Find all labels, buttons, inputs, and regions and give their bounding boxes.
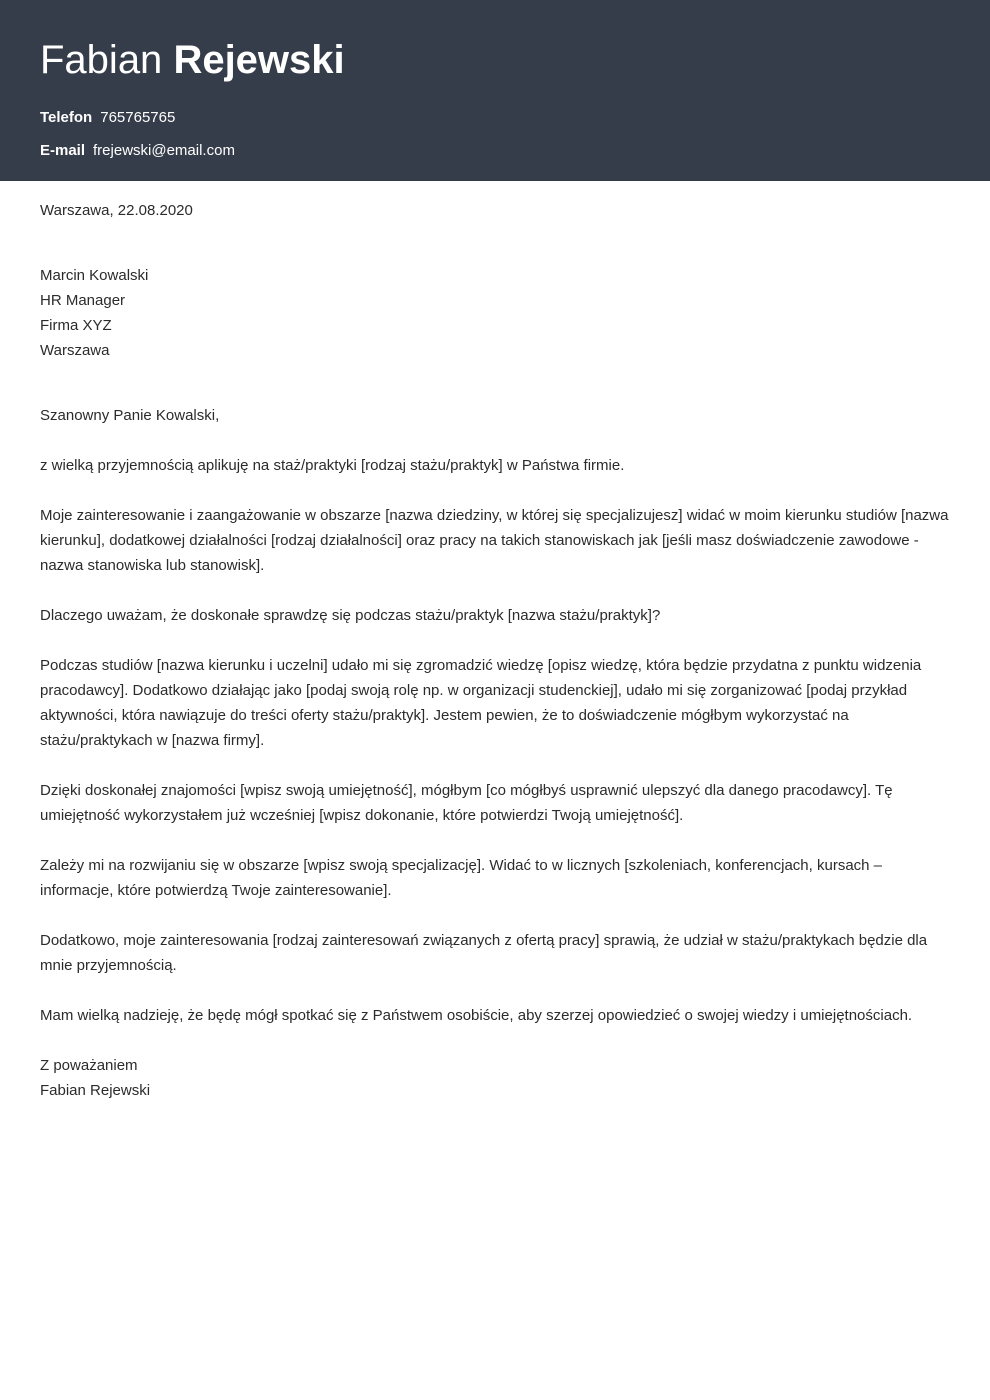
recipient-name: Marcin Kowalski (40, 267, 149, 284)
recipient-block (40, 263, 950, 363)
signature: Fabian Rejewski (40, 1082, 151, 1099)
last-name: Rejewski (173, 38, 345, 82)
applicant-name (40, 36, 950, 84)
email-label: E-mail (40, 142, 86, 159)
closing-phrase: Z poważaniem (40, 1057, 138, 1074)
letter-body (0, 198, 990, 1103)
recipient-city: Warszawa (40, 342, 110, 359)
paragraph: Mam wielką nadzieję, że będę mógł spotkać się z Państwem osobiście, aby szerzej opowiedzieć o swojej wiedzy i umiejętnościach. (40, 1007, 913, 1024)
date-line: Warszawa, 22.08.2020 (40, 202, 193, 219)
paragraph: Zależy mi na rozwijaniu się w obszarze [wpisz swoją specjalizację]. Widać to w licznych [szkoleniach, konferencjach, kursach – informacje, które potwierdzą Twoje zainteresowanie]. (40, 857, 883, 899)
paragraph: Podczas studiów [nazwa kierunku i uczelni] udało mi się zgromadzić wiedzę [opisz wiedzę, która będzie przydatna z punktu widzenia pracodawcy]. Dodatkowo działając jako [podaj swoją rolę np. w organizacji studenckiej], udało mi się zorganizować [podaj przykład aktywności, która nawiązuje do treści oferty stażu/praktyk]. Jestem pewien, że to doświadczenie mógłbym wykorzystać na stażu/praktykach w [nazwa firmy]. (40, 657, 922, 749)
letter-header (0, 0, 990, 181)
phone-value: 765765765 (100, 109, 176, 126)
email-value: frejewski@email.com (93, 142, 235, 159)
closing-block (40, 1053, 950, 1103)
recipient-title: HR Manager (40, 292, 126, 309)
paragraph: Dodatkowo, moje zainteresowania [rodzaj zainteresowań związanych z ofertą pracy] sprawią, że udział w stażu/praktykach będzie dla mnie przyjemnością. (40, 932, 928, 974)
phone-row (40, 109, 950, 127)
first-name: Fabian (40, 38, 163, 82)
paragraph: Moje zainteresowanie i zaangażowanie w obszarze [nazwa dziedziny, w której się specjalizujesz] widać w moim kierunku studiów [nazwa kierunku], dodatkowej działalności [rodzaj działalności] oraz pracy na takich stanowiskach jak [jeśli masz doświadczenie zawodowe - nazwa stanowiska lub stanowisk]. (40, 507, 949, 574)
paragraph: Dlaczego uważam, że doskonałe sprawdzę się podczas stażu/praktyk [nazwa stażu/praktyk]? (40, 607, 661, 624)
salutation: Szanowny Panie Kowalski, (40, 407, 220, 424)
paragraph: Dzięki doskonałej znajomości [wpisz swoją umiejętność], mógłbym [co mógłbyś usprawnić ulepszyć dla danego pracodawcy]. Tę umiejętność wykorzystałem już wcześniej [wpisz dokonanie, które potwierdzi Twoją umiejętność]. (40, 782, 893, 824)
recipient-company: Firma XYZ (40, 317, 112, 334)
contact-info (40, 109, 950, 160)
paragraph: z wielką przyjemnością aplikuję na staż/praktyki [rodzaj stażu/praktyk] w Państwa firmie. (40, 457, 625, 474)
phone-label: Telefon (40, 109, 93, 126)
email-row (40, 142, 950, 160)
